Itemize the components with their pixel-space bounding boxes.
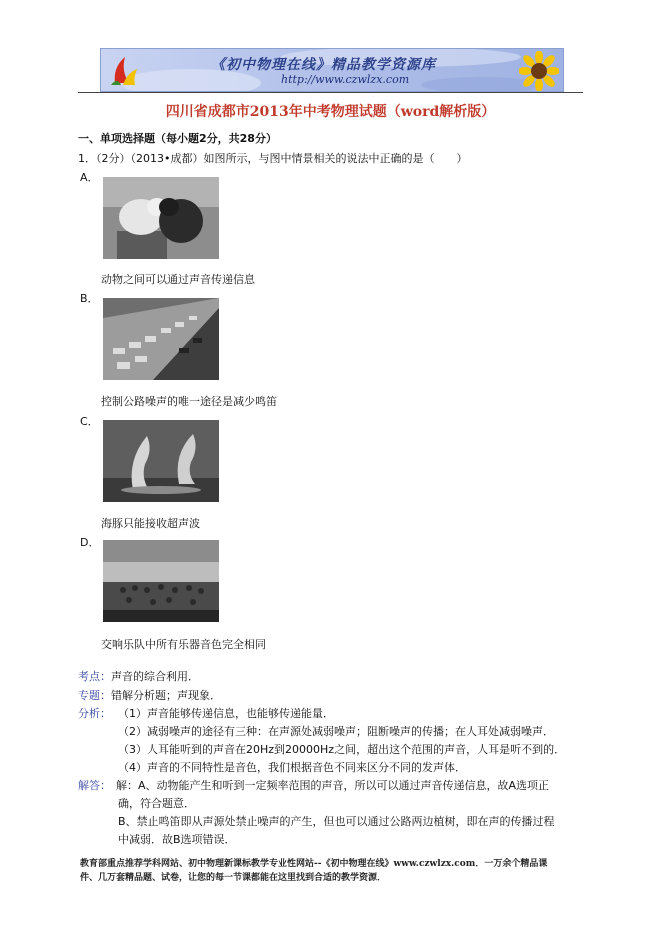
fenxi-line: （3）人耳能听到的声音在20Hz到20000Hz之间，超出这个范围的声音，人耳是听不到的． xyxy=(118,743,566,756)
fenxi-label: 分析： xyxy=(78,707,111,720)
zhuanti-text: 错解分析题；声现象． xyxy=(111,689,221,702)
banner-url[interactable]: http://www.czwlzx.com xyxy=(281,73,410,86)
question-stem: 1．（2分）（2013•成都）如图所示，与图中情景相关的说法中正确的是（ ） xyxy=(78,152,468,165)
orchestra-photo xyxy=(103,540,219,622)
sunflower-icon xyxy=(519,51,559,91)
kaodian-text: 声音的综合利用． xyxy=(111,670,199,683)
option-d-caption: 交响乐队中所有乐器音色完全相同 xyxy=(101,638,266,651)
jieda-line: B、禁止鸣笛即从声源处禁止噪声的产生，但也可以通过公路两边植树，即在声的传播过程 xyxy=(118,815,555,828)
zhuanti-label: 专题： xyxy=(78,689,111,702)
fenxi-line: （1）声音能够传递信息，也能够传递能量． xyxy=(118,707,334,720)
zhuanti-row xyxy=(78,687,221,703)
kaodian-label: 考点： xyxy=(78,670,111,683)
option-c-caption: 海豚只能接收超声波 xyxy=(101,517,200,530)
kaodian-row xyxy=(78,668,199,684)
jieda-line: 解：A、动物能产生和听到一定频率范围的声音，所以可以通过声音传递信息，故A选项正 xyxy=(116,779,550,792)
fenxi-line: （4）声音的不同特性是音色，我们根据音色不同来区分不同的发声体． xyxy=(118,761,466,774)
header-rule xyxy=(78,92,583,93)
option-b-letter: B． xyxy=(80,292,99,305)
jieda-line: 中减弱．故B选项错误． xyxy=(118,833,236,846)
banner-title: 《初中物理在线》精品教学资源库 xyxy=(211,57,436,73)
document-title: 四川省成都市2013年中考物理试题（word解析版） xyxy=(165,104,496,120)
dolphins-photo xyxy=(103,420,219,502)
footer-line: 件、几万套精品题、试卷，让您的每一节课都能在这里找到合适的教学资源． xyxy=(80,873,387,883)
option-a-letter: A． xyxy=(80,171,99,184)
jieda-line: 确，符合题意． xyxy=(118,797,195,810)
dogs-photo xyxy=(103,177,219,259)
jieda-label: 解答： xyxy=(78,779,111,792)
option-a-caption: 动物之间可以通过声音传递信息 xyxy=(101,273,255,286)
highway-traffic-photo xyxy=(103,298,219,380)
option-b-caption: 控制公路噪声的唯一途径是减少鸣笛 xyxy=(101,395,277,408)
option-d-letter: D． xyxy=(80,536,100,549)
page-footer xyxy=(80,857,590,885)
header-banner xyxy=(100,48,564,92)
footer-line: 教育部重点推荐学科网站、初中物理新课标教学专业性网站--《初中物理在线》www.czwlzx.com．一万余个精品课 xyxy=(80,859,548,869)
option-c-letter: C． xyxy=(80,415,99,428)
fenxi-line: （2）减弱噪声的途径有三种：在声源处减弱噪声；阻断噪声的传播；在人耳处减弱噪声． xyxy=(118,725,554,738)
site-logo-icon xyxy=(107,53,141,87)
section-heading: 一、单项选择题（每小题2分，共28分） xyxy=(78,132,277,145)
